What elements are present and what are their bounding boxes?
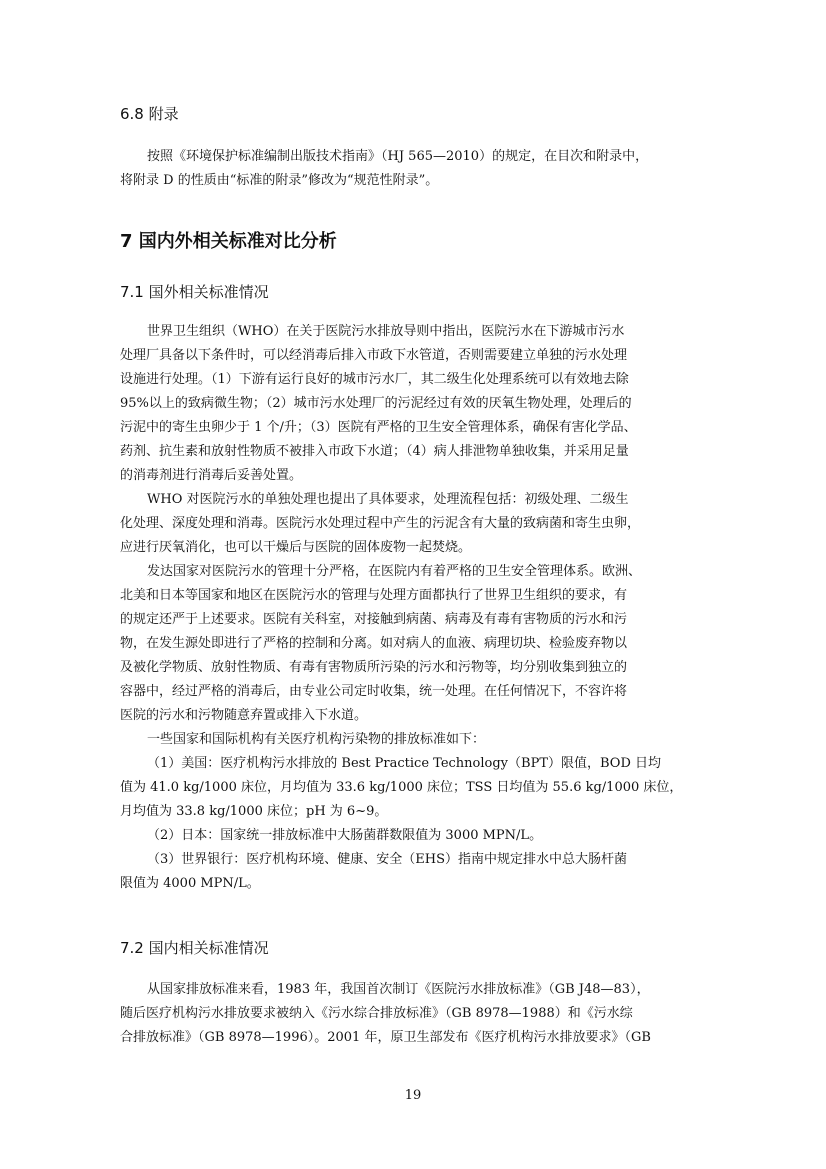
section-heading-7-1: 7.1 国外相关标准情况	[120, 283, 269, 301]
paragraph-7-1-world-bank: （3）世界银行：医疗机构环境、健康、安全（EHS）指南中规定排水中总大肠杆菌 限值为 4000 MPN/L。	[120, 852, 628, 891]
page-number: 19	[404, 1088, 422, 1103]
paragraph-7-2-national: 从国家排放标准来看，1983 年，我国首次制订《医院污水排放标准》（GB J48—83）， 随后医疗机构污水排放要求被纳入《污水综合排放标准》（GB 8978—1988）和《污水综 合排放标准》（GB 8978—1996）。2001 年，原卫生部发布《医疗机构污水排放要求》（GB	[120, 982, 651, 1045]
paragraph-7-1-standards-intro: 一些国家和国际机构有关医疗机构污染物的排放标准如下：	[147, 732, 486, 747]
paragraph-6-8: 按照《环境保护标准编制出版技术指南》（HJ 565—2010）的规定，在目次和附录中， 将附录 D 的性质由“标准的附录”修改为“规范性附录”。	[120, 149, 649, 188]
paragraph-7-1-who: 世界卫生组织（WHO）在关于医院污水排放导则中指出，医院污水在下游城市污水 处理厂具备以下条件时，可以经消毒后排入市政下水管道，否则需要建立单独的污水处理 设施进行处理。（1）下游有运行良好的城市污水厂，其二级生化处理系统可以有效地去除 95%以上的致病微生物；（2）城市污水处理厂的污泥经过有效的厌氧生物处理，处理后的 污泥中的寄生虫卵少于 1 个/升；（3）医院有严格的卫生安全管理体系，确保有害化学品、 药剂、抗生素和放射性物质不被排入市政下水道；（4）病人排泄物单独收集，并采用足量 的消毒剂进行消毒后妥善处置。	[120, 324, 637, 483]
paragraph-7-1-japan: （2）日本：国家统一排放标准中大肠菌群数限值为 3000 MPN/L。	[147, 828, 543, 843]
section-heading-6-8: 6.8 附录	[120, 105, 179, 123]
chapter-heading-7: 7 国内外相关标准对比分析	[120, 231, 337, 252]
paragraph-7-1-developed-countries: 发达国家对医院污水的管理十分严格，在医院内有着严格的卫生安全管理体系。欧洲、 北美和日本等国家和地区在医院污水的管理与处理方面都执行了世界卫生组织的要求，有 的规定还严于上述要求。医院有关科室，对接触到病菌、病毒及有毒有害物质的污水和污 物，在发生源处即进行了严格的控制和分离。如对病人的血液、病理切块、检验废弃物以 及被化学物质、放射性物质、有毒有害物质所污染的污水和污物等，均分别收集到独立的 容器中，经过严格的消毒后，由专业公司定时收集，统一处理。在任何情况下，不容许将 医院的污水和污物随意弃置或排入下水道。	[120, 564, 642, 723]
section-heading-7-2: 7.2 国内相关标准情况	[120, 939, 269, 957]
paragraph-7-1-who-treatment: WHO 对医院污水的单独处理也提出了具体要求，处理流程包括：初级处理、二级生 化处理、深度处理和消毒。医院污水处理过程中产生的污泥含有大量的致病菌和寄生虫卵， 应进行厌氧消化，也可以干燥后与医院的固体废物一起焚烧。	[120, 492, 641, 555]
paragraph-7-1-usa: （1）美国：医疗机构污水排放的 Best Practice Technology（BPT）限值，BOD 日均 值为 41.0 kg/1000 床位，月均值为 33.6 kg/1000 床位；TSS 日均值为 55.6 kg/1000 床位， 月均值为 33.8 kg/1000 床位；pH 为 6~9。	[120, 756, 683, 819]
